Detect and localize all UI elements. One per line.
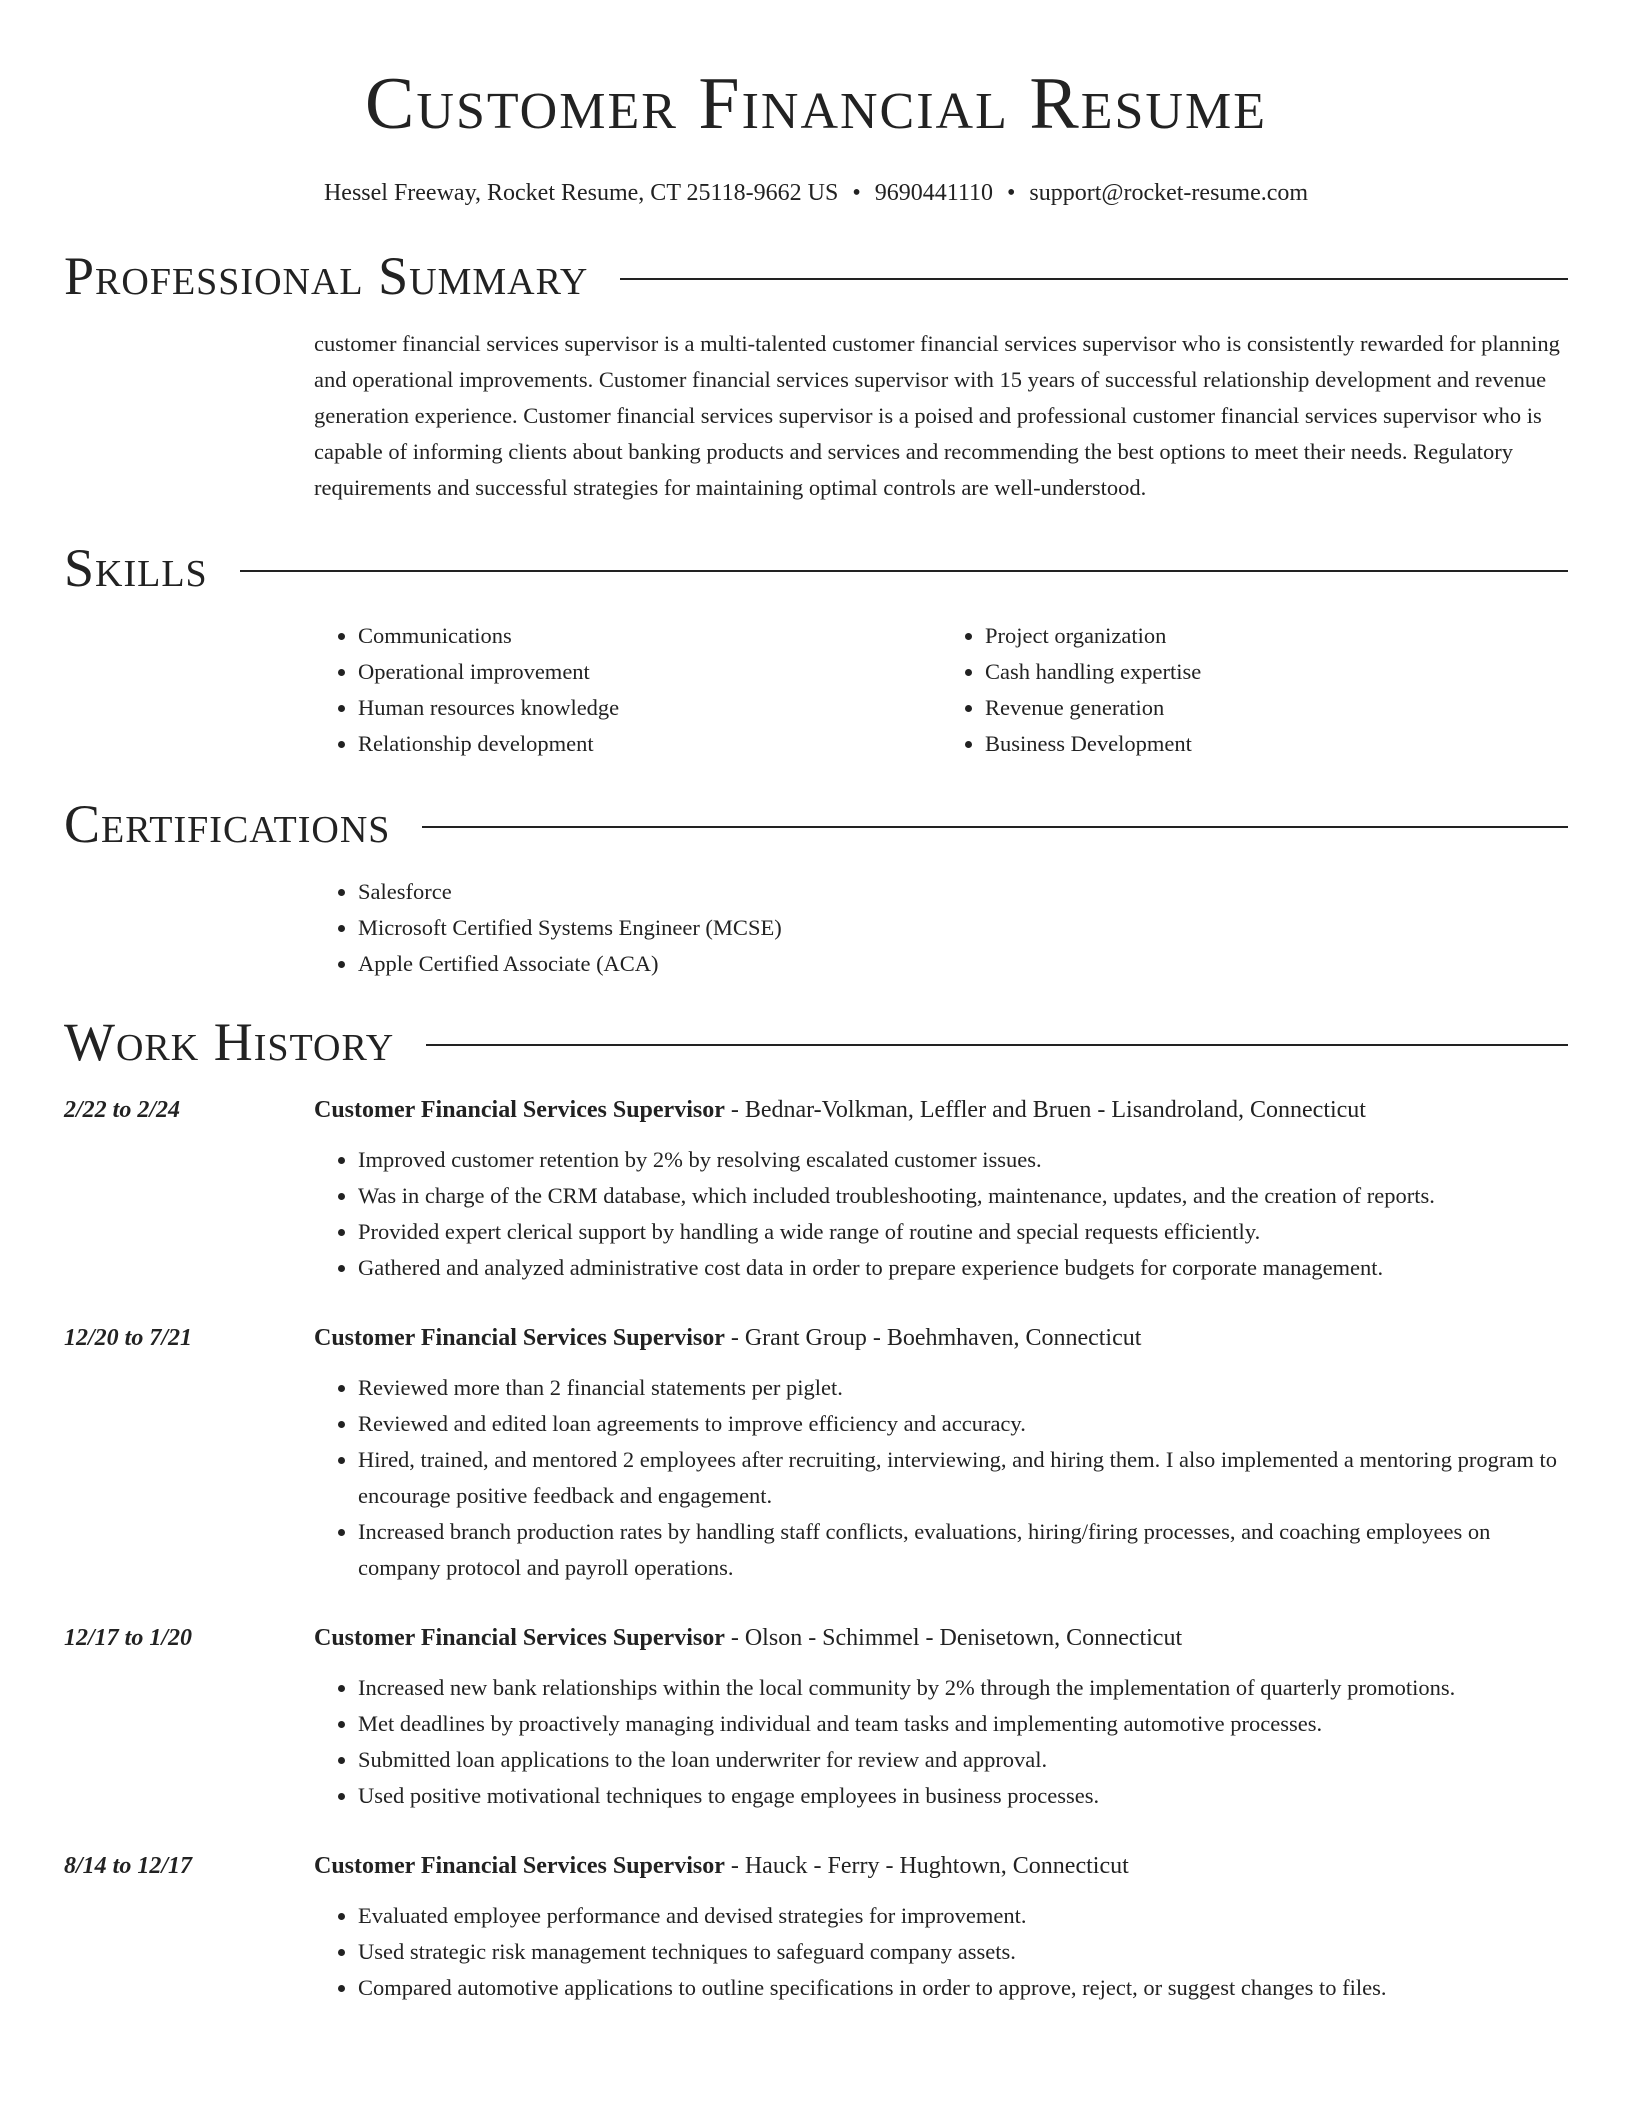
skills-column-right (941, 618, 1568, 762)
job-bullet: • Increased branch production rates by handling staff conflicts, evaluations, hiring/firing processes, and coaching employees on company protocol and payroll operations. (358, 1514, 1568, 1586)
job-bullet: • Evaluated employee performance and devised strategies for improvement. (358, 1898, 1568, 1934)
skill-item: • Business Development (985, 726, 1568, 762)
work-history-list (64, 1092, 1568, 2006)
job-employer: - Hauck - Ferry - Hughtown, Connecticut (724, 1853, 1129, 1879)
skill-item: • Revenue generation (985, 690, 1568, 726)
job-entry (64, 1848, 1568, 2006)
certifications-list (314, 874, 1568, 982)
job-title: Customer Financial Services Supervisor (314, 1853, 725, 1879)
work-history-section-header (64, 1010, 1568, 1074)
skill-item: • Operational improvement (358, 654, 941, 690)
job-bullet: • Compared automotive applications to outline specifications in order to approve, reject, or suggest changes to files. (358, 1970, 1568, 2006)
section-title-skills: Skills (64, 538, 208, 598)
job-header (314, 1092, 1568, 1128)
job-bullet: • Used positive motivational techniques to engage employees in business processes. (358, 1778, 1568, 1814)
job-header (314, 1848, 1568, 1884)
contact-phone: 9690441110 (874, 180, 993, 206)
skill-item: • Project organization (985, 618, 1568, 654)
job-title: Customer Financial Services Supervisor (314, 1325, 725, 1351)
certification-item: • Microsoft Certified Systems Engineer (MCSE) (358, 910, 1568, 946)
contact-separator: • (1006, 180, 1016, 206)
job-bullet: • Improved customer retention by 2% by resolving escalated customer issues. (358, 1142, 1568, 1178)
job-dates: 2/22 to 2/24 (64, 1097, 181, 1123)
job-employer: - Olson - Schimmel - Denisetown, Connecticut (724, 1625, 1183, 1651)
section-divider (620, 278, 1568, 280)
summary-text: customer financial services supervisor is a multi-talented customer financial services supervisor who is consistently rewarded for planning and operational improvements. Customer financial services supervisor with 15 years of successful relationship development and revenue generation experience. Customer financial services supervisor is a poised and professional customer financial services supervisor who is capable of informing clients about banking products and services and recommending the best options to meet their needs. Regulatory requirements and successful strategies for maintaining optimal controls are well-understood. (314, 331, 1560, 500)
job-bullets (314, 1670, 1568, 1814)
job-entry (64, 1320, 1568, 1586)
skill-item: • Communications (358, 618, 941, 654)
job-bullets (314, 1142, 1568, 1286)
contact-separator: • (852, 180, 861, 206)
skills-list (314, 618, 1568, 762)
job-employer: - Bednar-Volkman, Leffler and Bruen - Lisandroland, Connecticut (724, 1097, 1366, 1123)
job-bullet: • Was in charge of the CRM database, which included troubleshooting, maintenance, updates, and the creation of reports. (358, 1178, 1568, 1214)
job-bullets (314, 1898, 1568, 2006)
skills-column-left (314, 618, 941, 762)
job-bullet: • Hired, trained, and mentored 2 employees after recruiting, interviewing, and hiring them. I also implemented a mentoring program to encourage positive feedback and engagement. (358, 1442, 1568, 1514)
job-employer: - Grant Group - Boehmhaven, Connecticut (724, 1325, 1142, 1351)
contact-address: Hessel Freeway, Rocket Resume, CT 25118-9662 US (323, 180, 839, 206)
certification-item: • Salesforce (358, 874, 1568, 910)
job-dates: 12/17 to 1/20 (64, 1625, 193, 1651)
section-divider (240, 570, 1568, 572)
job-dates: 12/20 to 7/21 (64, 1325, 193, 1351)
skill-item: • Relationship development (358, 726, 941, 762)
section-divider (426, 1044, 1568, 1046)
job-bullet: • Reviewed and edited loan agreements to improve efficiency and accuracy. (358, 1406, 1568, 1442)
job-dates: 8/14 to 12/17 (64, 1853, 193, 1879)
job-bullet: • Met deadlines by proactively managing individual and team tasks and implementing automotive processes. (358, 1706, 1568, 1742)
section-title-certifications: Certifications (64, 794, 391, 854)
job-entry (64, 1620, 1568, 1814)
job-bullets (314, 1370, 1568, 1586)
section-divider (422, 826, 1568, 828)
job-header (314, 1620, 1568, 1656)
contact-email: support@rocket-resume.com (1029, 180, 1309, 206)
job-bullet: • Provided expert clerical support by handling a wide range of routine and special requests efficiently. (358, 1214, 1568, 1250)
job-entry (64, 1092, 1568, 1286)
job-bullet: • Submitted loan applications to the loan underwriter for review and approval. (358, 1742, 1568, 1778)
certification-item: • Apple Certified Associate (ACA) (358, 946, 1568, 982)
job-title: Customer Financial Services Supervisor (314, 1097, 725, 1123)
skill-item: • Cash handling expertise (985, 654, 1568, 690)
job-header (314, 1320, 1568, 1356)
section-title-summary: Professional Summary (64, 246, 589, 306)
skills-section-header (64, 536, 1568, 600)
job-bullet: • Used strategic risk management techniques to safeguard company assets. (358, 1934, 1568, 1970)
resume-title: Customer Financial Resume (365, 63, 1267, 145)
job-bullet: • Gathered and analyzed administrative cost data in order to prepare experience budgets for corporate management. (358, 1250, 1568, 1286)
job-title: Customer Financial Services Supervisor (314, 1625, 725, 1651)
contact-line (64, 178, 1568, 208)
certifications-section-header (64, 792, 1568, 856)
section-title-work-history: Work History (64, 1012, 395, 1072)
summary-section-header (64, 244, 1568, 308)
job-bullet: • Increased new bank relationships within the local community by 2% through the implementation of quarterly promotions. (358, 1670, 1568, 1706)
job-bullet: • Reviewed more than 2 financial statements per piglet. (358, 1370, 1568, 1406)
skill-item: • Human resources knowledge (358, 690, 941, 726)
